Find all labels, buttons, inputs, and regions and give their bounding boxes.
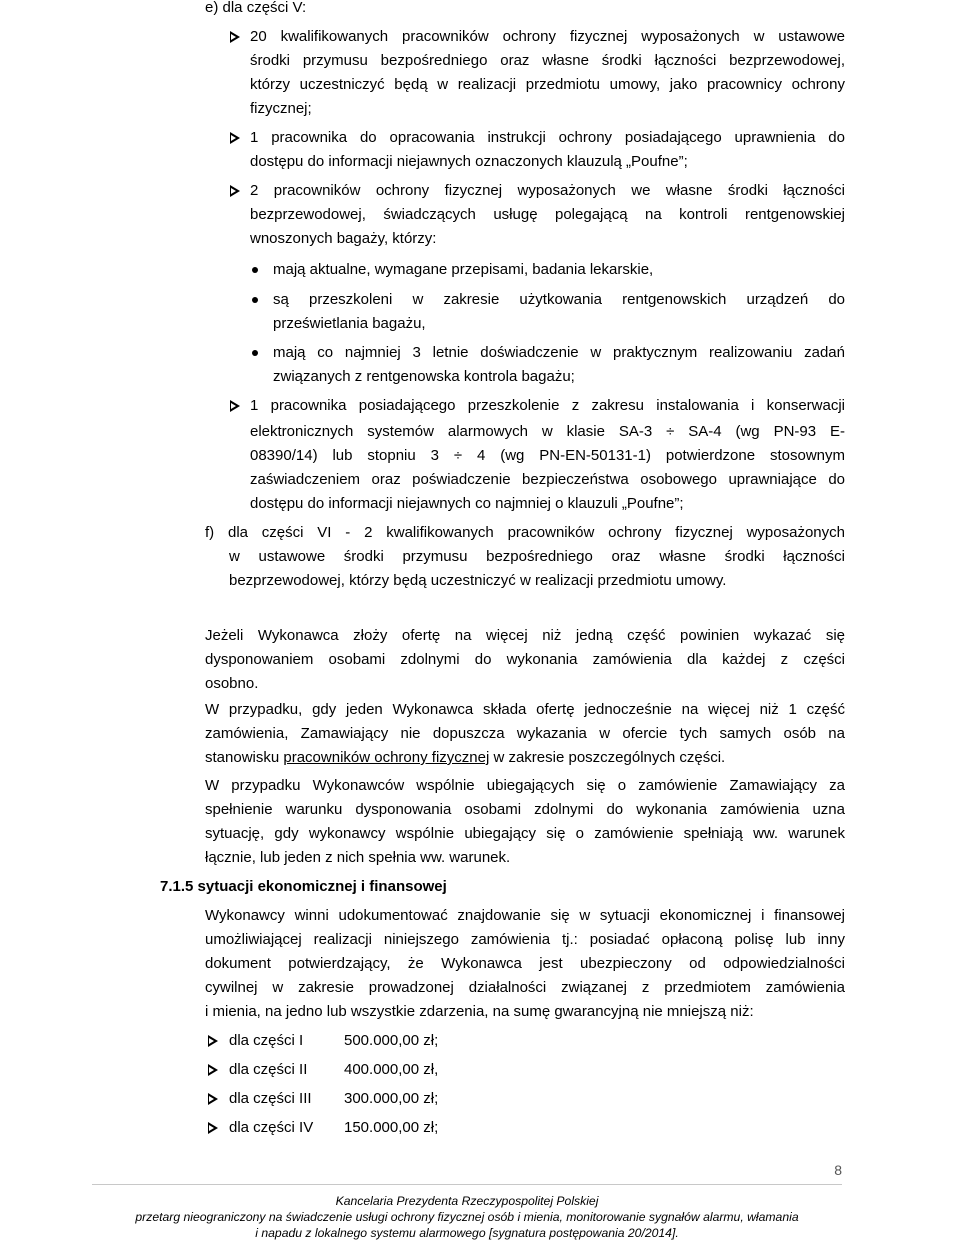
e-subitem-3-line: mają co najmniej 3 letnie doświadczenie w praktycznym realizowaniu zadań xyxy=(273,344,845,361)
arrow-bullet-icon xyxy=(208,1035,218,1047)
footer-line: Kancelaria Prezydenta Rzeczypospolitej Polskiej xyxy=(335,1194,599,1208)
amount-label: dla części I xyxy=(229,1032,304,1049)
section-f-line: f) dla części VI - 2 kwalifikowanych pracowników ochrony fizycznej wyposażonych xyxy=(205,524,845,541)
e-item-1-line: 20 kwalifikowanych pracowników ochrony fizycznej wyposażonych w ustawowe xyxy=(250,28,845,45)
e-item-1-line: środki przymusu bezpośredniego oraz własne środki łączności bezprzewodowej, xyxy=(250,52,845,69)
paragraph-text: w zakresie poszczególnych części. xyxy=(489,749,726,766)
e-item-4-line: elektronicznych systemów alarmowych w klasie SA-3 ÷ SA-4 (wg PN-93 E- xyxy=(250,423,845,440)
e-item-4-line: dostępu do informacji niejawnych co najmniej o klauzuli „Poufne”; xyxy=(250,495,684,512)
e-item-4-line: 1 pracownika posiadającego przeszkolenie z zakresu instalowania i konserwacji xyxy=(250,397,845,414)
paragraph-text: stanowisku xyxy=(205,749,284,766)
section-e-heading: e) dla części V: xyxy=(205,0,307,16)
section-715-line: cywilnej w zakresie prowadzonej działalności związanej z przedmiotem zamówienia xyxy=(205,979,845,996)
paragraph-line: zamówienia, Zamawiający nie dopuszcza wykazania w ofercie tych samych osób na xyxy=(205,725,845,742)
arrow-bullet-icon xyxy=(230,31,240,43)
underlined-phrase: pracowników ochrony fizycznej xyxy=(283,749,490,766)
e-subitem-2-line: są przeszkoleni w zakresie użytkowania rentgenowskich urządzeń do xyxy=(273,291,845,308)
section-f-line: w ustawowe środki przymusu bezpośredniego oraz własne środki łączności xyxy=(229,548,845,565)
paragraph-line: W przypadku Wykonawców wspólnie ubiegających się o zamówienie Zamawiający za xyxy=(205,777,845,794)
e-subitem-3-line: związanych z rentgenowska kontrola bagażu; xyxy=(273,368,575,385)
dot-bullet-icon xyxy=(252,350,258,356)
arrow-bullet-icon xyxy=(208,1064,218,1076)
e-item-1-line: którzy uczestniczyć będą w realizacji przedmiotu umowy, jako pracownicy ochrony xyxy=(250,76,845,93)
e-item-4-line: 08390/14) lub stopniu 3 ÷ 4 (wg PN-EN-50131-1) potwierdzone stosownym xyxy=(250,447,845,464)
e-item-3-line: wnoszonych bagaży, którzy: xyxy=(250,230,437,247)
e-item-2-line: dostępu do informacji niejawnych oznaczonych klauzulą „Poufne”; xyxy=(250,153,688,170)
amount-label: dla części III xyxy=(229,1090,312,1107)
paragraph-line: W przypadku, gdy jeden Wykonawca składa ofertę jednocześnie na więcej niż 1 część xyxy=(205,701,845,718)
e-subitem-1-line: mają aktualne, wymagane przepisami, badania lekarskie, xyxy=(273,261,654,278)
arrow-bullet-icon xyxy=(230,400,240,412)
arrow-bullet-icon xyxy=(230,132,240,144)
e-item-4-line: zaświadczeniem oraz poświadczenie bezpieczeństwa osobowego uprawniające do xyxy=(250,471,845,488)
dot-bullet-icon xyxy=(252,297,258,303)
footer-line: przetarg nieograniczony na świadczenie usługi ochrony fizycznej osób i mienia, monitorowanie sygnałów alarmu, włamania xyxy=(135,1210,799,1224)
paragraph-line: spełnienie warunku dysponowania osobami zdolnymi do wykonania zamówienia uzna xyxy=(205,801,845,818)
section-715-line: i mienia, na jedno lub wszystkie zdarzenia, na sumę gwarancyjną nie mniejszą niż: xyxy=(205,1003,754,1020)
amount-label: dla części II xyxy=(229,1061,308,1078)
section-title: sytuacji ekonomicznej i finansowej xyxy=(197,878,447,895)
amount-value: 500.000,00 zł; xyxy=(344,1032,439,1049)
page-number: 8 xyxy=(834,1162,842,1178)
dot-bullet-icon xyxy=(252,267,258,273)
section-heading xyxy=(160,875,447,899)
e-subitem-2-line: prześwietlania bagażu, xyxy=(273,315,426,332)
paragraph-line xyxy=(205,746,845,770)
arrow-bullet-icon xyxy=(208,1093,218,1105)
arrow-bullet-icon xyxy=(208,1122,218,1134)
amount-label: dla części IV xyxy=(229,1119,314,1136)
amount-value: 400.000,00 zł, xyxy=(344,1061,439,1078)
paragraph-line: Jeżeli Wykonawca złoży ofertę na więcej niż jedną część powinien wykazać się xyxy=(205,627,845,644)
e-item-2-line: 1 pracownika do opracowania instrukcji ochrony posiadającego uprawnienia do xyxy=(250,129,845,146)
section-715-line: dokument potwierdzający, że Wykonawca jest ubezpieczony od odpowiedzialności xyxy=(205,955,845,972)
section-715-line: umożliwiającej realizacji niniejszego zamówienia tj.: posiadać opłaconą polisę lub inny xyxy=(205,931,845,948)
amount-value: 150.000,00 zł; xyxy=(344,1119,439,1136)
footer-line: i napadu z lokalnego systemu alarmowego [sygnatura postępowania 20/2014]. xyxy=(255,1226,679,1240)
e-item-1-line: fizycznej; xyxy=(250,100,312,117)
paragraph-line: sytuację, gdy wykonawcy wspólnie ubiegający się o zamówienie spełniają ww. warunek xyxy=(205,825,845,842)
e-item-3-line: bezprzewodowej, świadczących usługę polegającą na kontroli rentgenowskiej xyxy=(250,206,845,223)
arrow-bullet-icon xyxy=(230,185,240,197)
paragraph-line: osobno. xyxy=(205,675,259,692)
amount-value: 300.000,00 zł; xyxy=(344,1090,439,1107)
section-715-line: Wykonawcy winni udokumentować znajdowanie się w sytuacji ekonomicznej i finansowej xyxy=(205,907,845,924)
section-number: 7.1.5 xyxy=(160,878,194,895)
footer-divider xyxy=(92,1184,842,1185)
paragraph-line: łącznie, lub jeden z nich spełnia ww. warunek. xyxy=(205,849,511,866)
e-item-3-line: 2 pracowników ochrony fizycznej wyposażonych we własne środki łączności xyxy=(250,182,845,199)
paragraph-line: dysponowaniem osobami zdolnymi do wykonania zamówienia dla każdej z części xyxy=(205,651,845,668)
page-footer xyxy=(92,1193,842,1241)
section-f-line: bezprzewodowej, którzy będą uczestniczyć w realizacji przedmiotu umowy. xyxy=(229,572,727,589)
